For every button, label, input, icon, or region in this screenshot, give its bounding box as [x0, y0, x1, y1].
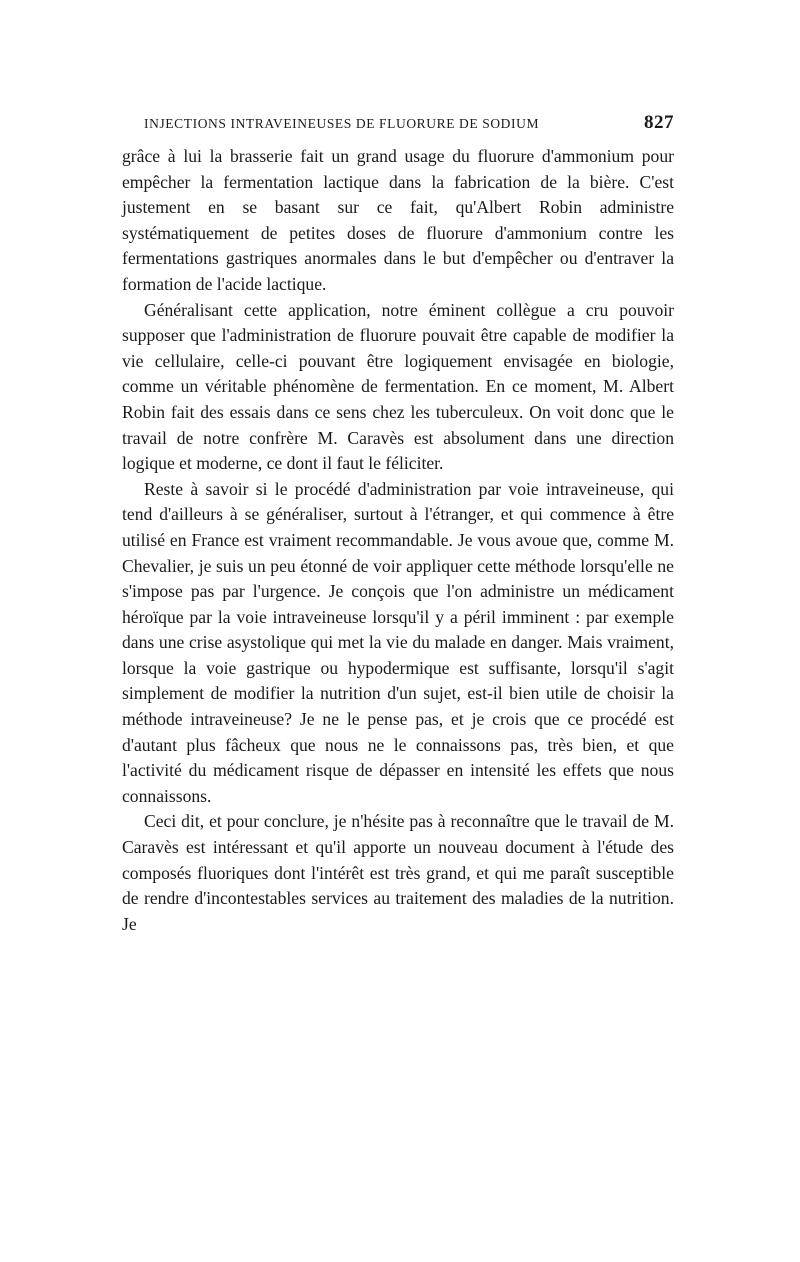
running-header	[122, 112, 674, 138]
paragraph-generalisant: Généralisant cette application, notre éminent collègue a cru pouvoir supposer que l'administration de fluorure pouvait être capable de modifier la vie cellulaire, celle-ci pouvant être logiquement envisagée en biologie, comme un véritable phénomène de fermentation. En ce moment, M. Albert Robin fait des essais dans ce sens chez les tuberculeux. On voit donc que le travail de notre confrère M. Caravès est absolument dans une direction logique et moderne, ce dont il faut le féliciter.	[122, 299, 674, 474]
running-title: INJECTIONS INTRAVEINEUSES DE FLUORURE DE SODIUM	[144, 116, 540, 131]
paragraph-reste-a-savoir: Reste à savoir si le procédé d'administration par voie intraveineuse, qui tend d'ailleurs à se généraliser, surtout à l'étranger, et qui commence à être utilisé en France est vraiment recommandable. Je vous avoue que, comme M. Chevalier, je suis un peu étonné de voir appliquer cette méthode lorsqu'elle ne s'impose pas par l'urgence. Je conçois que l'on administre un médicament héroïque par la voie intraveineuse lorsqu'il y a péril imminent : par exemple dans une crise asystolique qui met la vie du malade en danger. Mais vraiment, lorsque la voie gastrique ou hypodermique est suffisante, lorsqu'il s'agit simplement de modifier la nutrition d'un sujet, est-il bien utile de choisir la méthode intraveineuse? Je ne le pense pas, et je crois que ce procédé est d'autant plus fâcheux que nous ne le connaissons pas, très bien, et que l'activité du médicament risque de dépasser en intensité les effets que nous connaissons.	[122, 478, 674, 806]
book-page	[122, 112, 674, 937]
paragraph-conclusion: Ceci dit, et pour conclure, je n'hésite pas à reconnaître que le travail de M. Caravès est intéressant et qu'il apporte un nouveau document à l'étude des composés fluoriques dont l'intérêt est très grand, et qui me paraît susceptible de rendre d'incontestables services au traitement des maladies de la nutrition. Je	[122, 811, 674, 934]
page-number: 827	[644, 112, 674, 133]
paragraph-continuation: grâce à lui la brasserie fait un grand usage du fluorure d'ammonium pour empêcher la fermentation lactique dans la fabrication de la bière. C'est justement en se basant sur ce fait, qu'Albert Robin administre systématiquement de petites doses de fluorure d'ammonium contre les fermentations gastriques anormales dans le but d'empêcher ou d'entraver la formation de l'acide lactique.	[122, 146, 674, 294]
